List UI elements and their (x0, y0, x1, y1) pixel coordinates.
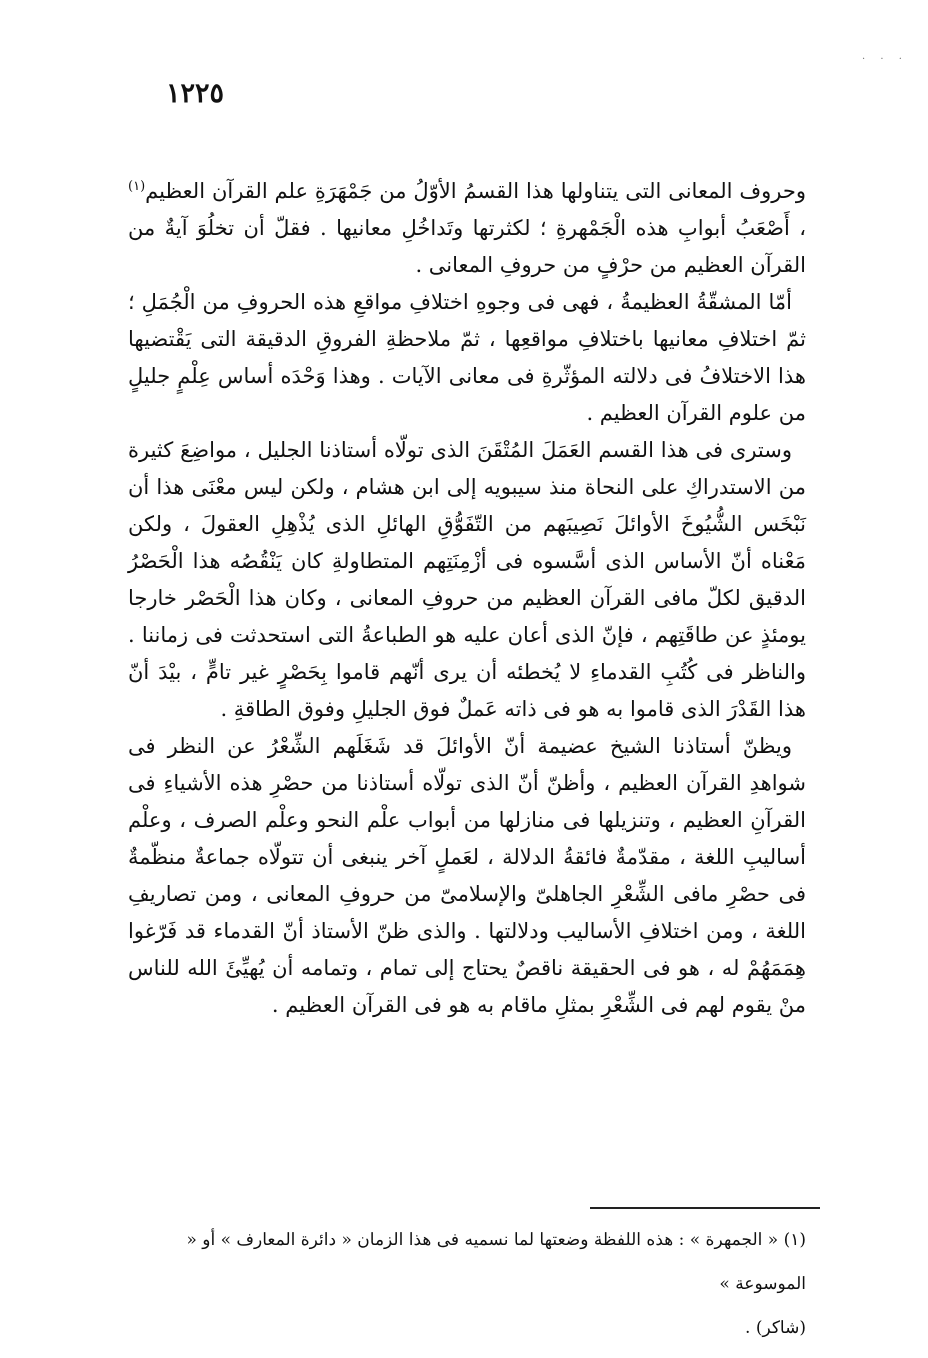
paragraph-2: أمّا المشقّةُ العظيمةُ ، فهى فى وجوهِ اختلافِ مواقعِ هذه الحروفِ من الْجُمَلِ ؛ ثمّ اختلافِ معانيها باختلافِ مواقعِها ، ثمّ ملاحظةِ الفروقِ الدقيقة التى يَقْتضيها هذا الاختلافُ فى دلالته المؤثّرةِ فى معانى الآيات . وهذا وَحْدَه أساس عِلْمٍ جليلٍ من علوم القرآن العظيم . (128, 290, 806, 425)
main-text (128, 168, 806, 1024)
paragraph-1-tail: ، أَصْعَبُ أبوابِ هذه الْجَمْهرةِ ؛ لكثرتها وتَداخُلِ معانيها . فقلّ أن تخلُوَ آيةٌ من القرآن العظيم من حرْفٍ من حروفِ المعانى . (128, 216, 806, 277)
paragraph-1-lead: وحروف المعانى التى يتناولها هذا القسمُ الأوّلُ من جَمْهَرَةِ علم القرآن العظيم (145, 179, 806, 203)
footnote (128, 1218, 806, 1350)
scan-artifact-dots: · · · (862, 54, 908, 65)
footnote-line-2: (شاكر) . (745, 1318, 806, 1338)
paragraph-1 (128, 168, 806, 284)
page-number: ١٢٢٥ (166, 78, 225, 109)
footnote-separator (590, 1207, 820, 1209)
footnote-line-1: (١) « الجمهرة » : هذه اللفظة وضعتها لما نسميه فى هذا الزمان « دائرة المعارف » أو « الموسوعة » (186, 1230, 806, 1294)
paragraph-3: وسترى فى هذا القسم العَمَلَ المُتْقَنَ الذى تولّاه أستاذنا الجليل ، مواضِعَ كثيرة من الاستدراكِ على النحاة منذ سيبويه إلى ابن هشام ، ولكن ليس معْنَى هذا أن نَبْخَس الشُّيُوخَ الأوائلَ نَصِيبَهم من التّفَوُّقِ الهائلِ الذى يُذْهِلِ العقولَ ، ولكن مَعْناه أنّ الأساس الذى أسَّسوه فى أزْمِنَتِهم المتطاولةِ كان يَنْقُصُه هذا الْحَصْرُ الدقيق لكلّ مافى القرآن العظيم من حروفِ المعانى ، وكان هذا الْحَصْر خارجا يومئذٍ عن طاقَتِهم ، فإنّ الذى أعان عليه هو الطباعةُ التى استحدثت فى زماننا . والناظر فى كُتُبِ القدماءِ لا يُخطئه أن يرى أنّهم قاموا بِحَصْرٍ غير تامٍّ ، بيْدَ أنّ هذا القَدْرَ الذى قاموا به هو فى ذاته عَملٌ فوق الجليلِ وفوق الطاقةِ . (128, 438, 806, 721)
footnote-reference: (١) (128, 179, 146, 194)
paragraph-4: ويظنّ أستاذنا الشيخ عضيمة أنّ الأوائلَ قد شَغَلَهم الشِّعْرُ عن النظر فى شواهدِ القرآن العظيم ، وأظنّ أنّ الذى تولّاه أستاذنا من حصْرِ هذه الأشياءِ فى القرآنِ العظيم ، وتنزيلها فى منازلها من أبواب علْم النحو وعلْم الصرف ، وعلْم أساليبِ اللغة ، مقدّمةٌ فائقةُ الدلالة ، لعَملٍ آخر ينبغى أن تتولّاه جماعةٌ منظّمةٌ فى حصْرِ مافى الشِّعْرِ الجاهلىّ والإسلامىّ من حروفِ المعانى ، ومن تصاريفِ اللغة ، ومن اختلافِ الأساليب ودلالتها . والذى ظنّ الأستاذ أنّ القدماء قد فَرّغوا هِمَمَهُمْ له ، هو فى الحقيقة ناقصٌ يحتاج إلى تمام ، وتمامه أن يُهيِّئَ الله للناس منْ يقوم لهم فى الشِّعْرِ بمثلِ ماقام به هو فى القرآن العظيم . (128, 734, 806, 1017)
